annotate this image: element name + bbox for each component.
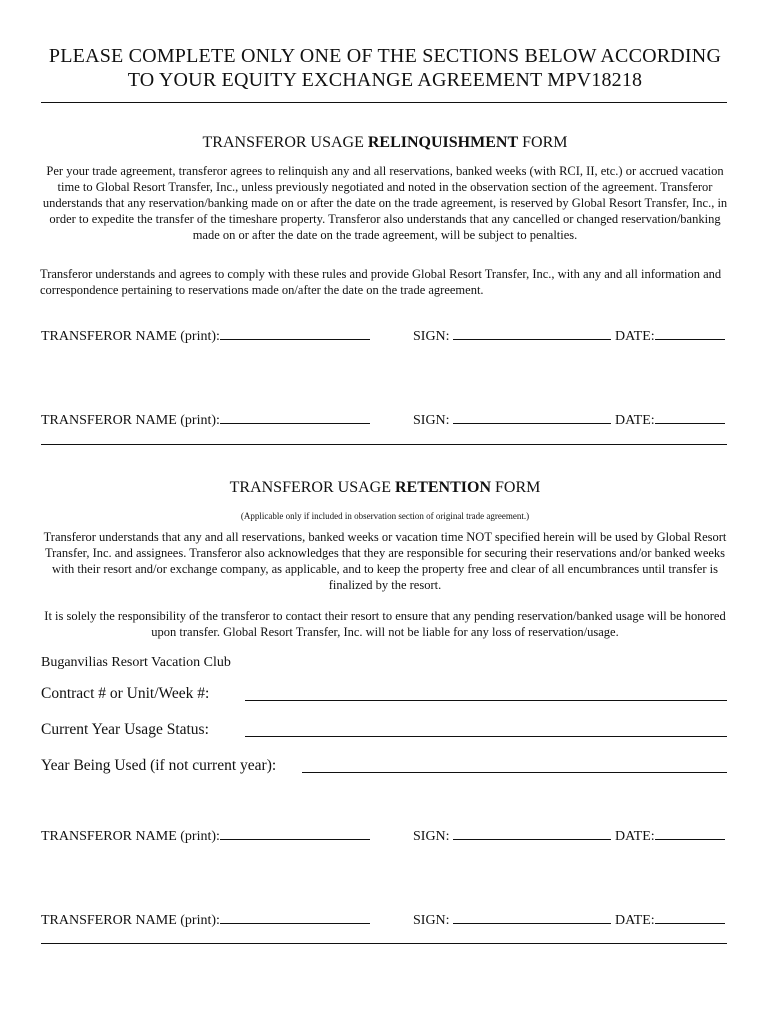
relinquishment-paragraph-2: Transferor understands and agrees to comply with these rules and provide Global Resort Transfer, Inc., with any and all information and correspondence pertaining to reservations made on/after the date on the trade agreement. [40,267,722,297]
sign-field[interactable] [453,408,611,424]
date-field[interactable] [655,408,725,424]
year-used-label: Year Being Used (if not current year): [41,757,277,774]
page-header [30,44,740,92]
year-used-field-row [41,755,727,777]
retention-title-post: FORM [491,479,541,496]
sign-field[interactable] [453,908,611,924]
retention-paragraph-2: It is solely the responsibility of the transferor to contact their resort to ensure that any pending reservation/banked usage will be honored upon transfer. Global Resort Transfer, Inc. will not be liable for any loss of reservation/usage. [44,609,726,639]
date-field[interactable] [655,824,725,840]
transferor-name-field[interactable] [220,324,370,340]
relinquishment-title [40,133,730,153]
transferor-name-field[interactable] [220,408,370,424]
date-label: DATE: [615,913,655,928]
relinquishment-title-pre: TRANSFEROR USAGE [202,134,368,151]
signature-row-2 [41,408,727,428]
date-label: DATE: [615,413,655,428]
header-line-2: TO YOUR EQUITY EXCHANGE AGREEMENT MPV18218 [127,69,643,91]
date-field[interactable] [655,908,725,924]
sign-field[interactable] [453,324,611,340]
sign-label: SIGN: [413,413,450,428]
relinquishment-title-post: FORM [518,134,568,151]
transferor-name-label: TRANSFEROR NAME (print): [41,329,220,344]
transferor-name-field[interactable] [220,908,370,924]
signature-row-3 [41,824,727,844]
section-divider [41,444,727,445]
sign-label: SIGN: [413,329,450,344]
date-label: DATE: [615,829,655,844]
transferor-name-label: TRANSFEROR NAME (print): [41,413,220,428]
usage-status-label: Current Year Usage Status: [41,721,209,738]
usage-status-field-row [41,719,727,741]
date-label: DATE: [615,329,655,344]
retention-note: (Applicable only if included in observation section of original trade agreement.) [240,511,530,521]
sign-label: SIGN: [413,913,450,928]
contract-field-row [41,683,727,705]
usage-status-input[interactable] [245,736,727,737]
signature-row-1 [41,324,727,344]
transferor-name-label: TRANSFEROR NAME (print): [41,913,220,928]
transferor-name-field[interactable] [220,824,370,840]
sign-label: SIGN: [413,829,450,844]
sign-field[interactable] [453,824,611,840]
retention-paragraph-1: Transferor understands that any and all reservations, banked weeks or vacation time NOT specified herein will be used by Global Resort Transfer, Inc. and assignees. Transferor also acknowledges that they are responsible for securing their reservations and/or banked weeks with their resort and/or exchange company, as applicable, and to keep the property free and clear of all encumbrances until transfer is finalized by the resort. [43,530,727,592]
relinquishment-paragraph-1: Per your trade agreement, transferor agrees to relinquish any and all reservations, banked weeks (with RCI, II, etc.) or accrued vacation time to Global Resort Transfer, Inc., unless previously negotiated and noted in the observation section of the agreement. Transferor understands that any reservation/banking made on or after the date on the trade agreement, is reserved by Global Resort Transfer, Inc., in order to expedite the transfer of the timeshare property. Transferor also understands that any cancelled or changed reservation/banking made on or after the date on the trade agreement, will be subject to penalties. [42,164,728,242]
date-field[interactable] [655,324,725,340]
year-used-input[interactable] [302,772,727,773]
signature-row-4 [41,908,727,928]
retention-title [40,478,730,498]
contract-label: Contract # or Unit/Week #: [41,685,210,702]
contract-input[interactable] [245,700,727,701]
retention-title-pre: TRANSFEROR USAGE [229,479,395,496]
header-line-1: PLEASE COMPLETE ONLY ONE OF THE SECTIONS BELOW ACCORDING [48,45,722,67]
header-divider [41,102,727,103]
retention-title-bold: RETENTION [394,479,492,496]
relinquishment-title-bold: RELINQUISHMENT [367,134,519,151]
footer-divider [41,943,727,944]
resort-name: Buganvilias Resort Vacation Club [41,655,231,670]
transferor-name-label: TRANSFEROR NAME (print): [41,829,220,844]
